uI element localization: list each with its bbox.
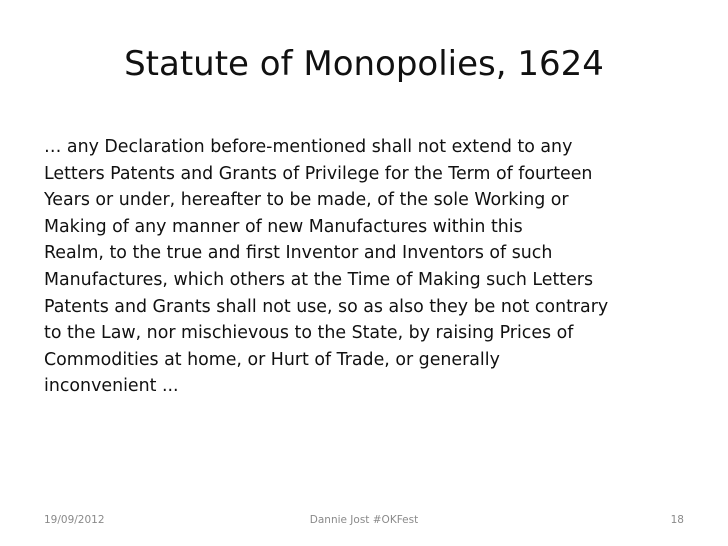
quote-line: to the Law, nor mischievous to the State, by raising Prices of — [44, 323, 574, 344]
footer-author: Dannie Jost #OKFest — [309, 514, 419, 526]
quote-body — [44, 134, 704, 400]
quote-line: Years or under, hereafter to be made, of the sole Working or — [44, 190, 569, 211]
quote-line: inconvenient ... — [44, 376, 179, 397]
quote-line: Commodities at home, or Hurt of Trade, or generally — [44, 349, 500, 370]
slide-title: Statute of Monopolies, 1624 — [124, 44, 604, 84]
quote-line: Manufactures, which others at the Time of Making such Letters — [44, 269, 594, 290]
quote-line: Realm, to the true and first Inventor and Inventors of such — [44, 243, 553, 264]
quote-line: Patents and Grants shall not use, so as also they be not contrary — [44, 296, 609, 317]
quote-line: … any Declaration before-mentioned shall not extend to any — [44, 137, 573, 157]
page-number: 18 — [670, 514, 684, 526]
quote-line: Making of any manner of new Manufactures within this — [44, 216, 523, 237]
quote-line: Letters Patents and Grants of Privilege for the Term of fourteen — [44, 163, 593, 184]
footer-date: 19/09/2012 — [44, 514, 105, 526]
